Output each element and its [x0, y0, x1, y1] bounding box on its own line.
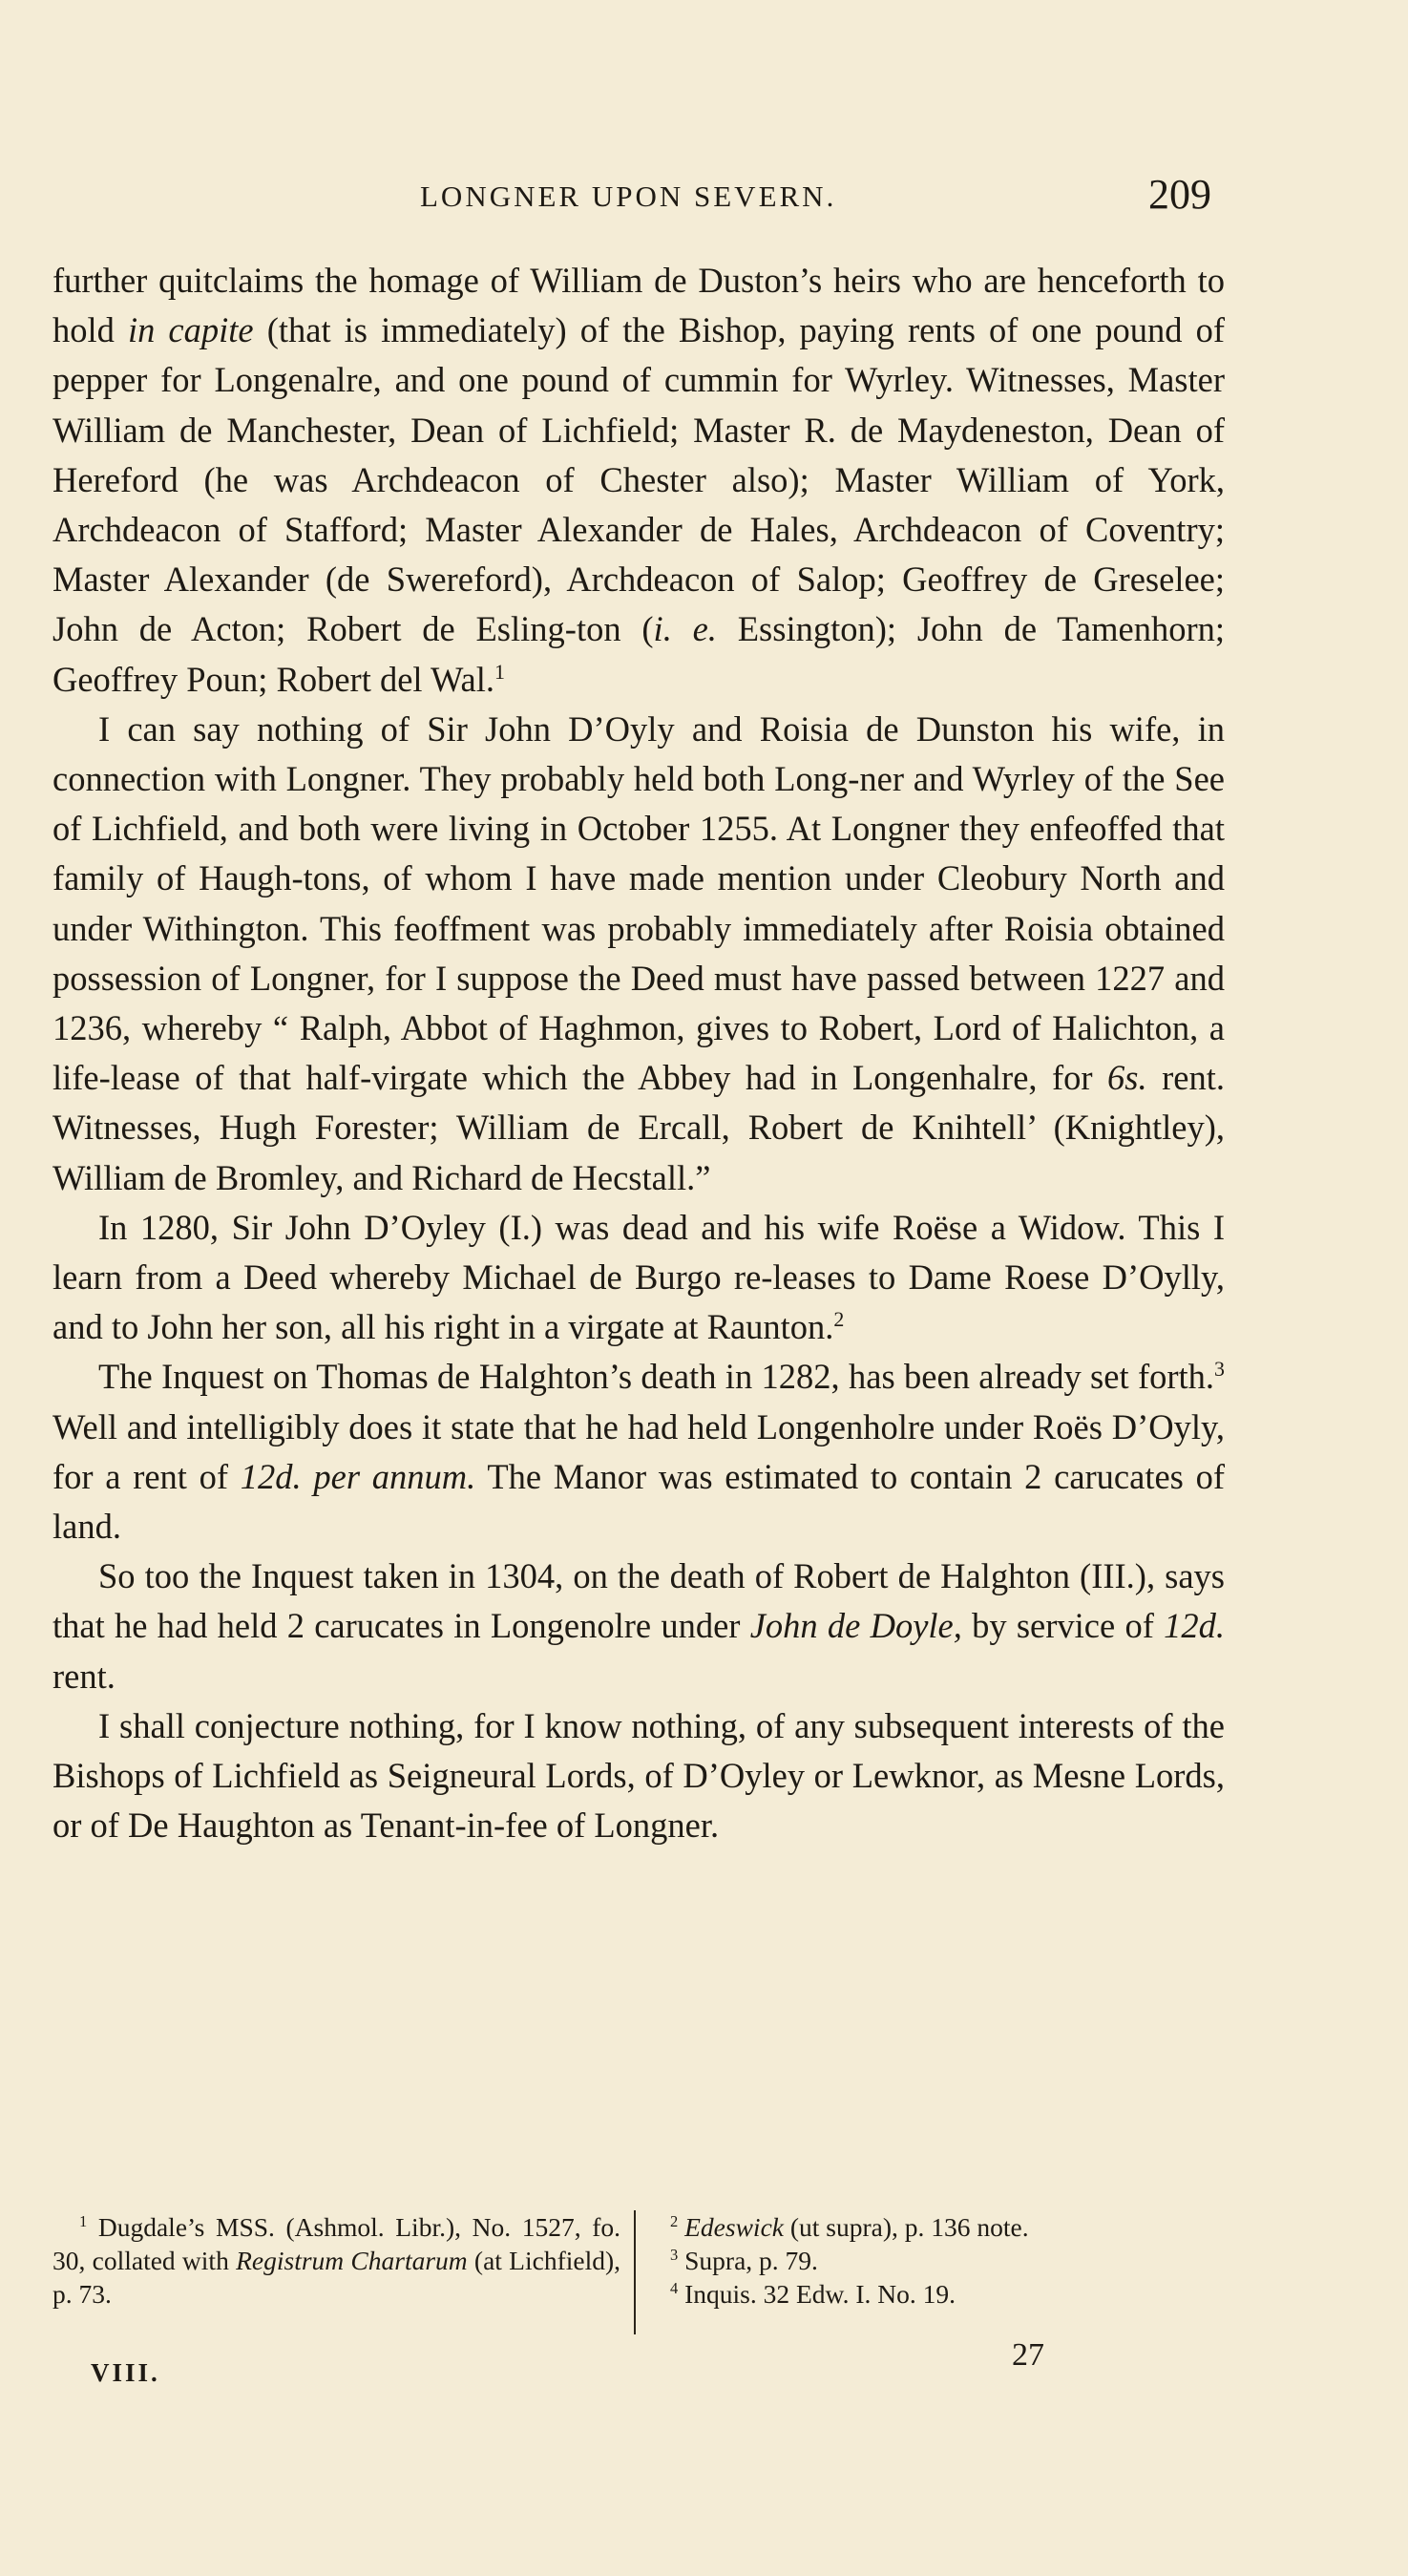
italic-run: Registrum Chartarum [236, 2246, 468, 2275]
text-run: rent. Witnesses, Hugh Forester; William de Ercall, Robert de Knihtell’ (Knightley), William de Bromley, and Richard de Hecstall.” [53, 1058, 1225, 1197]
paragraph-6 [53, 1701, 1225, 1851]
text-run: Supra, p. 79. [678, 2246, 818, 2275]
text-run: Essington); John de Tamenhorn; Geoffrey Poun; Robert del Wal. [53, 609, 1225, 699]
italic-run: 12d. per annum. [240, 1456, 476, 1496]
text-run: I shall conjecture nothing, for I know nothing, of any subsequent interests of the Bishops of Lichfield as Seigneural Lords, of D’Oyley or Lewknor, as Mesne Lords, or of De Haughton as Tenant-in-fee of Longner. [53, 1705, 1225, 1846]
text-run: rent. [53, 1656, 116, 1696]
italic-run: John de Doyle, [749, 1606, 962, 1646]
text-run: Well and intelligibly does it state that he had held Longenholre under Roës D’Oyly, for a rent of [53, 1406, 1225, 1496]
text-run: by service of [961, 1606, 1165, 1646]
text-run: So too the Inquest taken in 1304, on the death of Robert de Halghton (III.), says that he had held 2 carucates in Longenolre under [53, 1556, 1225, 1646]
text-run: Inquis. 32 Edw. I. No. 19. [678, 2279, 956, 2309]
footnotes-right [670, 2210, 1186, 2311]
body-text [53, 256, 1225, 1851]
text-run: (that is immediately) of the Bishop, paying rents of one pound of pepper for Longenalre, and one pound of cummin for Wyrley. Witnesses, Master William de Manchester, Dean of Lichfield; Master R. de Maydeneston, Dean of Hereford (he was Archdeacon of Chester also); Master William of York, Archdeacon of Stafford; Master Alexander de Hales, Archdeacon of Coventry; Master Alexander (de Swereford), Archdeacon of Salop; Geoffrey de Greselee; John de Acton; Robert de Esling-ton ( [53, 310, 1225, 649]
sheet-number: 27 [1012, 2337, 1044, 2373]
signature-mark: VIII. [91, 2358, 160, 2387]
text-run: further quitclaims the homage of William de Duston’s heirs who are henceforth to hold [53, 261, 1225, 350]
text-run: I can say nothing of Sir John D’Oyly and Roisia de Dunston his wife, in connection with Longner. They probably held both Long-ner and Wyrley of the See of Lichfield, and both were living in October 1255. At Longner they enfeoffed that family of Haugh-tons, of whom I have made mention under Cleobury North and under Withington. This feoffment was probably immediately after Roisia obtained possession of Longner, for I suppose the Deed must have passed between 1227 and 1236, whereby “ Ralph, Abbot of Haghmon, gives to Robert, Lord of Halichton, a life-lease of that half-virgate which the Abbey had in Longenhalre, for [53, 708, 1225, 1098]
page-number: 209 [1148, 171, 1211, 218]
footnote-mark: 3 [670, 2245, 679, 2264]
text-run: (at Lichfield), p. 73. [53, 2246, 621, 2309]
footnote-4 [670, 2277, 1186, 2311]
footnote-mark: 1 [79, 2211, 88, 2230]
italic-run: in capite [127, 310, 254, 350]
text-run: The Manor was estimated to contain 2 carucates of land. [53, 1456, 1226, 1547]
running-head: LONGNER UPON SEVERN. [420, 179, 837, 213]
page-header [0, 170, 1408, 227]
text-run: The Inquest on Thomas de Halghton’s death in 1282, has been already set forth. [98, 1357, 1215, 1397]
paragraph-2 [53, 705, 1225, 1203]
paragraph-1 [53, 256, 1225, 705]
paragraph-3 [53, 1203, 1225, 1353]
italic-run: 6s. [1107, 1058, 1147, 1098]
footnote-ref: 1 [494, 659, 505, 684]
footnote-1 [53, 2210, 620, 2311]
footnote-mark: 4 [670, 2278, 679, 2297]
paragraph-4 [53, 1352, 1225, 1552]
text-run: (ut supra), p. 136 note. [783, 2212, 1029, 2242]
footnote-ref: 2 [833, 1307, 845, 1332]
paragraph-5 [53, 1552, 1225, 1701]
footnote-2 [670, 2210, 1186, 2244]
footnote-3 [670, 2244, 1186, 2277]
footnotes-left [53, 2210, 636, 2334]
text-run: In 1280, Sir John D’Oyley (I.) was dead and his wife Roëse a Widow. This I learn from a Deed whereby Michael de Burgo re-leases to Dame Roese D’Oylly, and to John her son, all his right in a virgate at Raunton. [53, 1207, 1225, 1347]
footnote-mark: 2 [670, 2211, 679, 2230]
italic-run: 12d. [1164, 1606, 1225, 1646]
text-run: Dugdale’s MSS. (Ashmol. Libr.), No. 1527, fo. 30, collated with [53, 2212, 620, 2275]
italic-run: i. e. [653, 609, 717, 649]
italic-run: Edeswick [678, 2212, 784, 2242]
footnote-ref: 3 [1214, 1357, 1225, 1382]
